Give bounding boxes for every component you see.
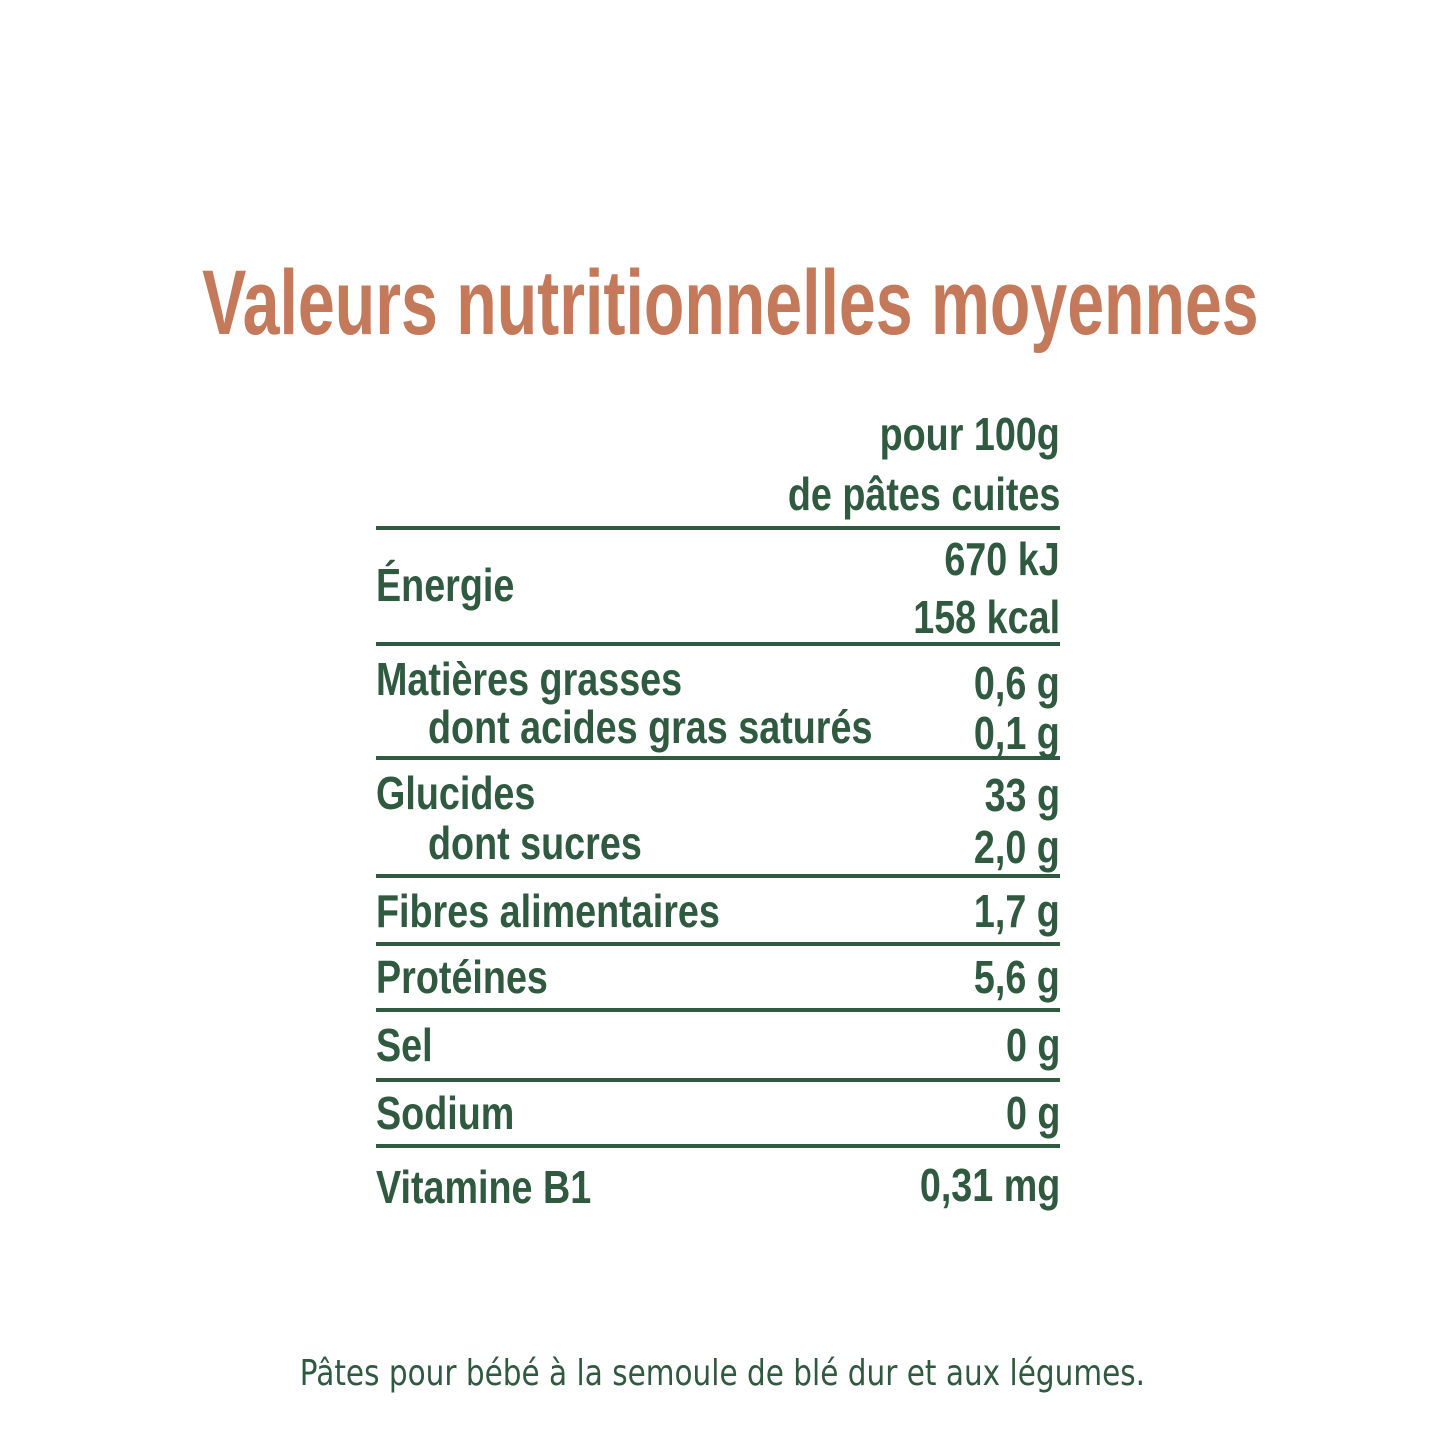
row-label-glucides: Glucides: [376, 767, 536, 819]
row-label-sel: Sel: [376, 1019, 433, 1071]
row-subvalue-acides-gras-satures: 0,1 g: [974, 707, 1060, 759]
table-row-fibres: [376, 878, 1060, 942]
table-row-sel: [376, 1012, 1060, 1078]
table-row-sodium: [376, 1082, 1060, 1144]
nutrition-table: [376, 400, 1060, 1218]
row-label-matieres-grasses: Matières grasses: [376, 653, 683, 705]
row-label-proteines: Protéines: [376, 951, 548, 1003]
table-row-matieres-grasses: [376, 646, 1060, 759]
row-subvalue-sucres: 2,0 g: [974, 821, 1060, 873]
row-value-proteines: 5,6 g: [974, 951, 1060, 1003]
product-description: [0, 1352, 1445, 1396]
table-row-proteines: [376, 946, 1060, 1008]
page-title: Valeurs nutritionnelles moyennes: [202, 252, 1259, 354]
row-value-glucides: 33 g: [984, 769, 1060, 821]
table-row-vitamine-b1: [376, 1148, 1060, 1218]
row-sublabel-sucres: dont sucres: [428, 817, 642, 869]
row-label-energie: Énergie: [376, 559, 515, 611]
row-value-matieres-grasses: 0,6 g: [974, 657, 1060, 709]
table-row-energie: [376, 530, 1060, 642]
row-value-fibres: 1,7 g: [974, 885, 1060, 937]
table-row-glucides: [376, 760, 1060, 874]
product-description-text: Pâtes pour bébé à la semoule de blé dur et aux légumes.: [299, 1353, 1146, 1394]
row-sublabel-acides-gras-satures: dont acides gras saturés: [428, 701, 873, 753]
row-value-sodium: 0 g: [1005, 1087, 1060, 1139]
row-label-vitamine-b1: Vitamine B1: [376, 1161, 592, 1213]
row-label-sodium: Sodium: [376, 1087, 515, 1139]
row-value-energie-kj: 670 kJ: [944, 533, 1060, 585]
row-value-sel: 0 g: [1005, 1019, 1060, 1071]
row-label-fibres: Fibres alimentaires: [376, 885, 720, 937]
header-per-100g: pour 100g: [879, 408, 1060, 460]
header-cooked-pasta: de pâtes cuites: [787, 468, 1060, 520]
table-header: [376, 400, 1060, 526]
row-value-energie-kcal: 158 kcal: [913, 591, 1060, 643]
row-value-vitamine-b1: 0,31 mg: [919, 1159, 1060, 1211]
